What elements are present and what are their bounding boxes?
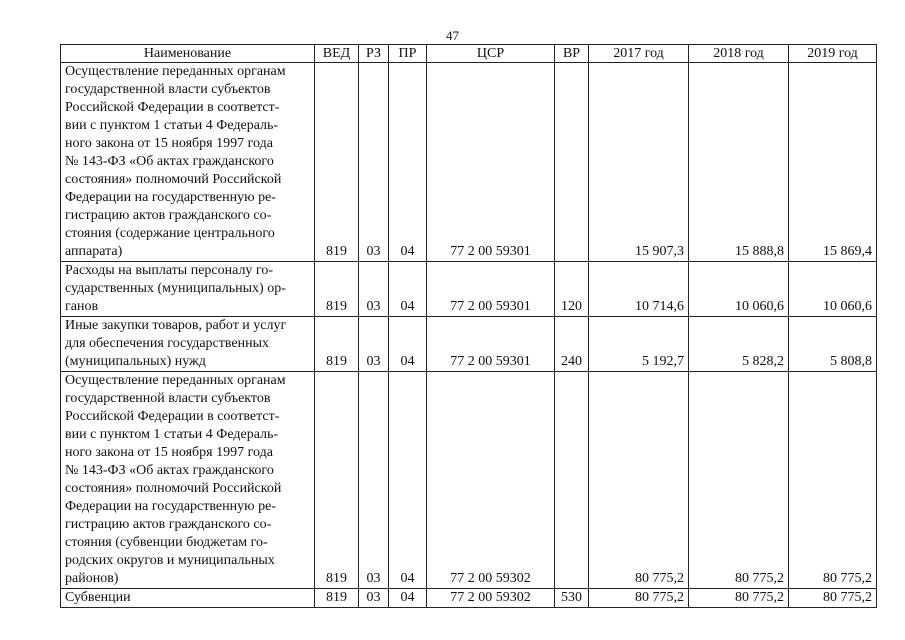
header-ved: ВЕД bbox=[315, 45, 359, 63]
header-2019: 2019 год bbox=[789, 45, 877, 63]
table-row bbox=[61, 63, 877, 262]
row-csr: 77 2 00 59301 bbox=[427, 262, 555, 317]
page-number: 47 bbox=[446, 28, 459, 43]
row-2019: 80 775,2 bbox=[789, 589, 877, 608]
row-2017: 10 714,6 bbox=[589, 262, 689, 317]
row-2018: 10 060,6 bbox=[689, 262, 789, 317]
row-pr: 04 bbox=[389, 317, 427, 372]
header-2017: 2017 год bbox=[589, 45, 689, 63]
row-csr: 77 2 00 59302 bbox=[427, 589, 555, 608]
row-csr: 77 2 00 59302 bbox=[427, 372, 555, 589]
row-vr: 240 bbox=[555, 317, 589, 372]
table-row bbox=[61, 589, 877, 608]
row-name: Иные закупки товаров, работ и услуг для обеспечения государственных (муниципальных) нужд bbox=[61, 317, 315, 372]
table-row bbox=[61, 372, 877, 589]
row-ved: 819 bbox=[315, 372, 359, 589]
row-vr: 120 bbox=[555, 262, 589, 317]
row-2017: 15 907,3 bbox=[589, 63, 689, 262]
row-ved: 819 bbox=[315, 262, 359, 317]
header-name: Наименование bbox=[61, 45, 315, 63]
row-2017: 80 775,2 bbox=[589, 372, 689, 589]
row-ved: 819 bbox=[315, 63, 359, 262]
row-2019: 80 775,2 bbox=[789, 372, 877, 589]
row-pr: 04 bbox=[389, 589, 427, 608]
row-name: Субвенции bbox=[61, 589, 315, 608]
header-rz: РЗ bbox=[359, 45, 389, 63]
row-2019: 10 060,6 bbox=[789, 262, 877, 317]
row-csr: 77 2 00 59301 bbox=[427, 63, 555, 262]
row-2018: 80 775,2 bbox=[689, 372, 789, 589]
row-pr: 04 bbox=[389, 262, 427, 317]
row-ved: 819 bbox=[315, 317, 359, 372]
row-name: Расходы на выплаты персоналу го- сударственных (муниципальных) ор- ганов bbox=[61, 262, 315, 317]
row-name: Осуществление переданных органам государственной власти субъектов Российской Федерации в соответст- вии с пунктом 1 статьи 4 Федераль- ного закона от 15 ноября 1997 года № 143-ФЗ «Об актах гражданского состояния» полномочий Российской Федерации на государственную ре- гистрацию актов гражданского со- стояния (субвенции бюджетам го- родских округов и муниципальных районов) bbox=[61, 372, 315, 589]
header-pr: ПР bbox=[389, 45, 427, 63]
row-ved: 819 bbox=[315, 589, 359, 608]
row-2018: 5 828,2 bbox=[689, 317, 789, 372]
row-rz: 03 bbox=[359, 317, 389, 372]
row-pr: 04 bbox=[389, 372, 427, 589]
row-vr: 530 bbox=[555, 589, 589, 608]
row-2017: 5 192,7 bbox=[589, 317, 689, 372]
row-2018: 15 888,8 bbox=[689, 63, 789, 262]
row-vr bbox=[555, 63, 589, 262]
row-rz: 03 bbox=[359, 63, 389, 262]
row-name: Осуществление переданных органам государственной власти субъектов Российской Федерации в соответст- вии с пунктом 1 статьи 4 Федераль- ного закона от 15 ноября 1997 года № 143-ФЗ «Об актах гражданского состояния» полномочий Российской Федерации на государственную ре- гистрацию актов гражданского со- стояния (содержание центрального аппарата) bbox=[61, 63, 315, 262]
row-csr: 77 2 00 59301 bbox=[427, 317, 555, 372]
table-row bbox=[61, 317, 877, 372]
header-2018: 2018 год bbox=[689, 45, 789, 63]
table-row bbox=[61, 262, 877, 317]
header-vr: ВР bbox=[555, 45, 589, 63]
row-pr: 04 bbox=[389, 63, 427, 262]
header-csr: ЦСР bbox=[427, 45, 555, 63]
row-rz: 03 bbox=[359, 372, 389, 589]
header-row bbox=[61, 45, 877, 63]
row-rz: 03 bbox=[359, 589, 389, 608]
row-2017: 80 775,2 bbox=[589, 589, 689, 608]
row-2019: 5 808,8 bbox=[789, 317, 877, 372]
budget-table bbox=[60, 44, 877, 608]
row-rz: 03 bbox=[359, 262, 389, 317]
row-vr bbox=[555, 372, 589, 589]
row-2019: 15 869,4 bbox=[789, 63, 877, 262]
row-2018: 80 775,2 bbox=[689, 589, 789, 608]
